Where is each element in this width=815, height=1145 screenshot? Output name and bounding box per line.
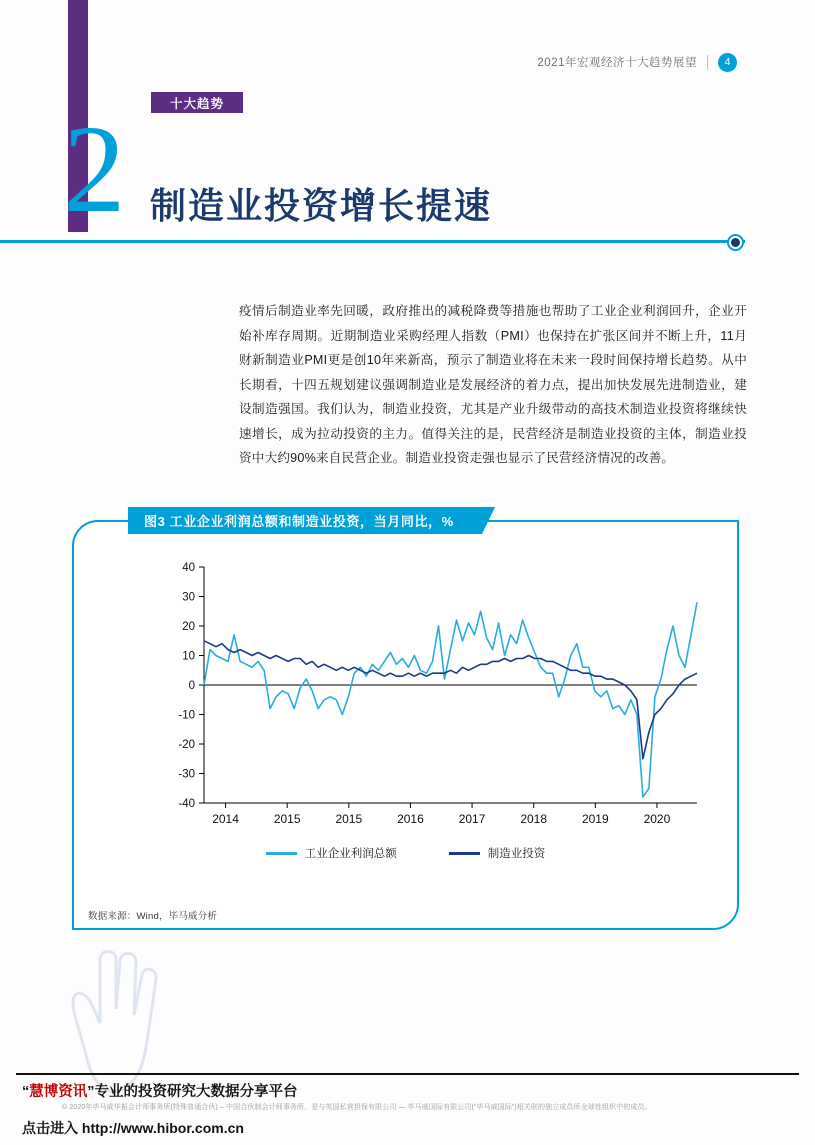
section-title: 制造业投资增长提速: [150, 185, 493, 226]
header-divider: [707, 55, 708, 70]
footer-link[interactable]: [22, 1118, 244, 1138]
svg-text:30: 30: [182, 591, 195, 604]
svg-text:2017: 2017: [458, 812, 486, 826]
line-chart: [72, 555, 739, 845]
svg-text:0: 0: [188, 680, 195, 692]
legend-label-profit: 工业企业利润总额: [304, 848, 397, 860]
svg-text:2014: 2014: [212, 812, 239, 826]
footer-quote-open: “: [22, 1084, 30, 1100]
svg-text:2020: 2020: [643, 812, 671, 826]
svg-text:2019: 2019: [581, 812, 609, 826]
body-paragraph: 疫情后制造业率先回暖，政府推出的减税降费等措施也帮助了工业企业利润回升，企业开始补库存周期。近期制造业采购经理人指数（PMI）也保持在扩张区间并不断上升，11月财新制造业PMI更是创10年来新高，预示了制造业将在未来一段时间保持增长趋势。从中长期看，十四五规划建议强调制造业是发展经济的着力点，提出加快发展先进制造业，建设制造强国。我们认为，制造业投资，尤其是产业升级带动的高技术制造业投资将继续快速增长，成为拉动投资的主力。值得关注的是，民营经济是制造业投资的主体，制造业投资中大约90%来自民营企业。制造业投资走强也显示了民营经济情况的改善。: [239, 304, 747, 465]
page-number-badge: 4: [718, 53, 737, 72]
svg-text:-30: -30: [178, 768, 195, 781]
svg-text:-40: -40: [178, 798, 195, 810]
legend-label-investment: 制造业投资: [487, 848, 546, 860]
svg-text:10: 10: [182, 650, 195, 663]
footer-brand-highlight: 慧博资讯: [29, 1084, 88, 1100]
legend-item-profit: [266, 845, 397, 861]
footer-divider: [16, 1073, 799, 1075]
svg-text:40: 40: [182, 562, 195, 574]
footer-brand: [22, 1080, 298, 1101]
hand-watermark-icon: [48, 905, 168, 1105]
footer-link-prefix: 点击进入: [22, 1120, 78, 1136]
header-title: 2021年宏观经济十大趋势展望: [537, 57, 697, 69]
divider-dot-inner: [731, 238, 740, 247]
footer-quote-close: ”: [87, 1084, 95, 1100]
title-divider: [0, 240, 745, 243]
legend-item-investment: [449, 845, 546, 861]
svg-text:-20: -20: [178, 739, 195, 751]
footer-link-url: http://www.hibor.com.cn: [81, 1120, 244, 1136]
svg-text:2016: 2016: [397, 812, 424, 826]
chart-legend: [72, 845, 739, 861]
svg-text:-10: -10: [178, 709, 195, 722]
svg-text:2018: 2018: [520, 812, 548, 826]
legend-swatch-profit: [266, 852, 297, 855]
section-tag: 十大趋势: [151, 92, 243, 113]
svg-text:2015: 2015: [273, 812, 301, 826]
chart-canvas: [72, 555, 739, 845]
footer-legal-text: © 2020年毕马威华振会计师事务所(特殊普通合伙) – 中国合伙制会计师事务所，是与英国私营担保有限公司 — 毕马威国际有限公司(“毕马威国际”)相关联的独立成员所全球性组织中的成员。: [62, 1104, 652, 1111]
page-header: [537, 48, 737, 76]
svg-text:2015: 2015: [335, 812, 363, 826]
footer-brand-rest: 专业的投资研究大数据分享平台: [94, 1084, 298, 1100]
section-number: 2: [63, 101, 126, 239]
legend-swatch-investment: [449, 852, 480, 855]
figure-caption: 图3 工业企业利润总额和制造业投资，当月同比，%: [128, 507, 482, 534]
figure-source: 数据来源：Wind，毕马威分析: [88, 911, 218, 922]
svg-text:20: 20: [182, 621, 195, 633]
